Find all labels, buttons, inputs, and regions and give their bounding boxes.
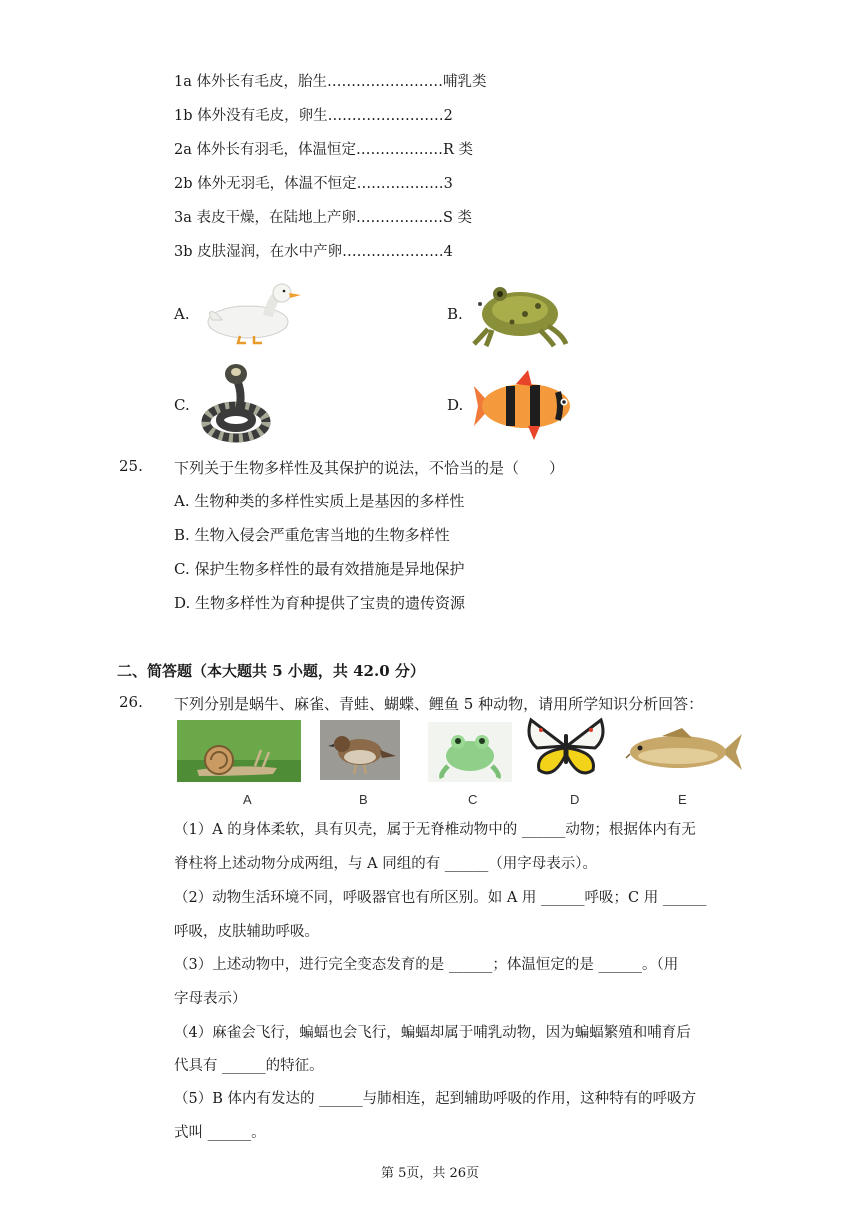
q26-line-6: 字母表示） bbox=[174, 991, 247, 1007]
q26-line-5: （3）上述动物中，进行完全变态发育的是 ______；体温恒定的是 ______。（用 bbox=[174, 957, 679, 973]
question-25-stem: 下列关于生物多样性及其保护的说法，不恰当的是（ ） bbox=[174, 459, 565, 477]
q26-line-2: 脊柱将上述动物分成两组，与 A 同组的有 ______（用字母表示）。 bbox=[174, 856, 598, 872]
question-26-number: 26. bbox=[119, 693, 143, 711]
q26-line-1: （1）A 的身体柔软，具有贝壳，属于无脊椎动物中的 ______动物；根据体内有无 bbox=[174, 822, 696, 838]
key-line-1a: 1a 体外长有毛皮，胎生……………………哺乳类 bbox=[174, 74, 487, 90]
choice-text: 生物入侵会严重危害当地的生物多样性 bbox=[194, 526, 450, 544]
choice-letter: A. bbox=[174, 492, 190, 510]
frog-photo bbox=[428, 722, 512, 782]
fish-image bbox=[470, 366, 582, 444]
option-d-label: D. bbox=[447, 396, 464, 414]
carp-image bbox=[622, 726, 742, 778]
caption-c: C bbox=[468, 792, 478, 807]
caption-d: D bbox=[570, 792, 580, 807]
key-line-2a: 2a 体外长有羽毛，体温恒定………………R 类 bbox=[174, 142, 474, 158]
frog-image bbox=[470, 274, 570, 348]
question-25-number: 25. bbox=[119, 457, 143, 475]
q26-line-8: 代具有 ______的特征。 bbox=[174, 1058, 324, 1074]
butterfly-image bbox=[525, 716, 607, 782]
choice-letter: D. bbox=[174, 594, 191, 612]
q25-choice-a[interactable] bbox=[174, 490, 464, 511]
choice-text: 生物种类的多样性实质上是基因的多样性 bbox=[194, 492, 465, 510]
key-line-3a: 3a 表皮干燥，在陆地上产卵………………S 类 bbox=[174, 210, 473, 226]
q26-line-3: （2）动物生活环境不同，呼吸器官也有所区别。如 A 用 ______呼吸；C 用 ______ bbox=[174, 890, 707, 906]
question-26-stem: 下列分别是蜗牛、麻雀、青蛙、蝴蝶、鲤鱼 5 种动物，请用所学知识分析回答： bbox=[174, 695, 704, 713]
q25-choice-c[interactable] bbox=[174, 558, 465, 579]
snail-image bbox=[177, 720, 301, 782]
key-line-2b: 2b 体外无羽毛，体温不恒定………………3 bbox=[174, 176, 453, 192]
q25-choice-b[interactable] bbox=[174, 524, 450, 545]
duck-image bbox=[200, 280, 305, 346]
caption-b: B bbox=[359, 792, 368, 807]
q25-choice-d[interactable] bbox=[174, 592, 465, 613]
choice-letter: B. bbox=[174, 526, 190, 544]
choice-letter: C. bbox=[174, 560, 190, 578]
page-footer: 第 5页，共 26页 bbox=[380, 1166, 480, 1181]
choice-text: 生物多样性为育种提供了宝贵的遗传资源 bbox=[195, 594, 466, 612]
option-a-label: A. bbox=[174, 305, 190, 323]
q26-line-7: （4）麻雀会飞行，蝙蝠也会飞行，蝙蝠却属于哺乳动物，因为蝙蝠繁殖和哺育后 bbox=[174, 1025, 691, 1041]
section-heading: 二、简答题（本大题共 5 小题，共 42.0 分） bbox=[117, 662, 425, 680]
snake-image bbox=[198, 360, 272, 444]
key-line-1b: 1b 体外没有毛皮，卵生……………………2 bbox=[174, 108, 453, 124]
option-c-label: C. bbox=[174, 396, 190, 414]
choice-text: 保护生物多样性的最有效措施是异地保护 bbox=[194, 560, 465, 578]
q26-line-4: 呼吸，皮肤辅助呼吸。 bbox=[174, 924, 319, 940]
key-line-3b: 3b 皮肤湿润，在水中产卵…………………4 bbox=[174, 244, 453, 260]
q26-line-9: （5）B 体内有发达的 ______与肺相连，起到辅助呼吸的作用，这种特有的呼吸方 bbox=[174, 1091, 697, 1107]
caption-e: E bbox=[678, 792, 687, 807]
q26-line-10: 式叫 ______。 bbox=[174, 1125, 266, 1141]
caption-a: A bbox=[243, 792, 252, 807]
option-b-label: B. bbox=[447, 305, 463, 323]
sparrow-image bbox=[320, 720, 400, 780]
